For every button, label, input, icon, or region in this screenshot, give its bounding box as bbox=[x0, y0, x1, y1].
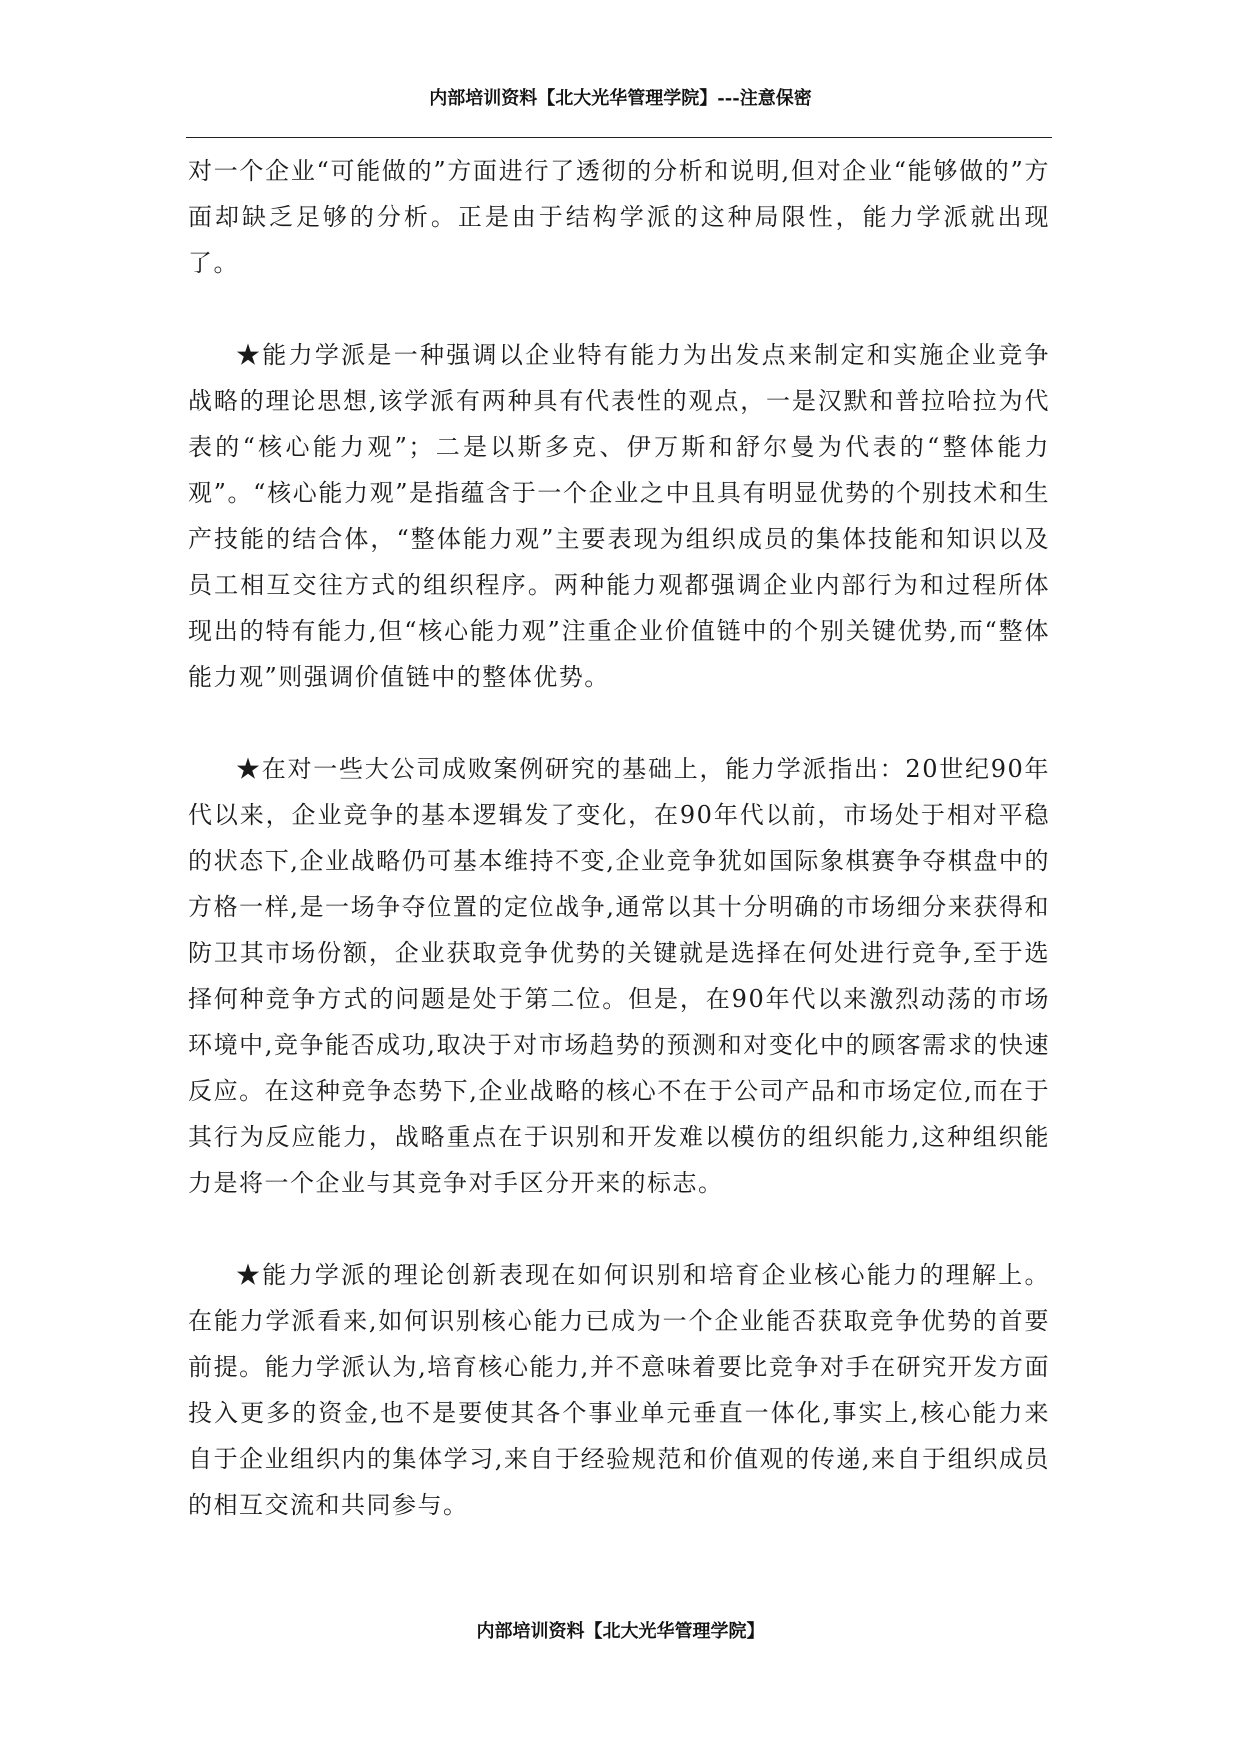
header-rule bbox=[186, 137, 1052, 138]
paragraph-theory-innovation: ★能力学派的理论创新表现在如何识别和培育企业核心能力的理解上。在能力学派看来,如何识别核心能力已成为一个企业能否获取竞争优势的首要前提。能力学派认为,培育核心能力,并不意味着要比竞争对手在研究开发方面投入更多的资金,也不是要使其各个事业单元垂直一体化,事实上,核心能力来自于企业组织内的集体学习,来自于经验规范和价值观的传递,来自于组织成员的相互交流和共同参与。 bbox=[188, 1261, 1050, 1519]
paragraph-capability-school: ★能力学派是一种强调以企业特有能力为出发点来制定和实施企业竞争战略的理论思想,该学派有两种具有代表性的观点，一是汉默和普拉哈拉为代表的“核心能力观”；二是以斯多克、伊万斯和舒尔曼为代表的“整体能力观”。“核心能力观”是指蕴含于一个企业之中且具有明显优势的个别技术和生产技能的结合体，“整体能力观”主要表现为组织成员的集体技能和知识以及员工相互交往方式的组织程序。两种能力观都强调企业内部行为和过程所体现出的特有能力,但“核心能力观”注重企业价值链中的个别关键优势,而“整体能力观”则强调价值链中的整体优势。 bbox=[188, 341, 1050, 691]
paragraph-case-research: ★在对一些大公司成败案例研究的基础上，能力学派指出：20世纪90年代以来，企业竞争的基本逻辑发了变化，在90年代以前，市场处于相对平稳的状态下,企业战略仍可基本维持不变,企业竞争犹如国际象棋赛争夺棋盘中的方格一样,是一场争夺位置的定位战争,通常以其十分明确的市场细分来获得和防卫其市场份额，企业获取竞争优势的关键就是选择在何处进行竞争,至于选择何种竞争方式的问题是处于第二位。但是，在90年代以来激烈动荡的市场环境中,竞争能否成功,取决于对市场趋势的预测和对变化中的顾客需求的快速反应。在这种竞争态势下,企业战略的核心不在于公司产品和市场定位,而在于其行为反应能力，战略重点在于识别和开发难以模仿的组织能力,这种组织能力是将一个企业与其竞争对手区分开来的标志。 bbox=[188, 755, 1050, 1197]
page-footer: 内部培训资料【北大光华管理学院】 bbox=[476, 1621, 765, 1642]
page-header: 内部培训资料【北大光华管理学院】---注意保密 bbox=[429, 88, 812, 109]
paragraph-continuation: 对一个企业“可能做的”方面进行了透彻的分析和说明,但对企业“能够做的”方面却缺乏足够的分析。正是由于结构学派的这种局限性，能力学派就出现了。 bbox=[188, 157, 1050, 277]
document-body bbox=[188, 148, 1050, 1528]
